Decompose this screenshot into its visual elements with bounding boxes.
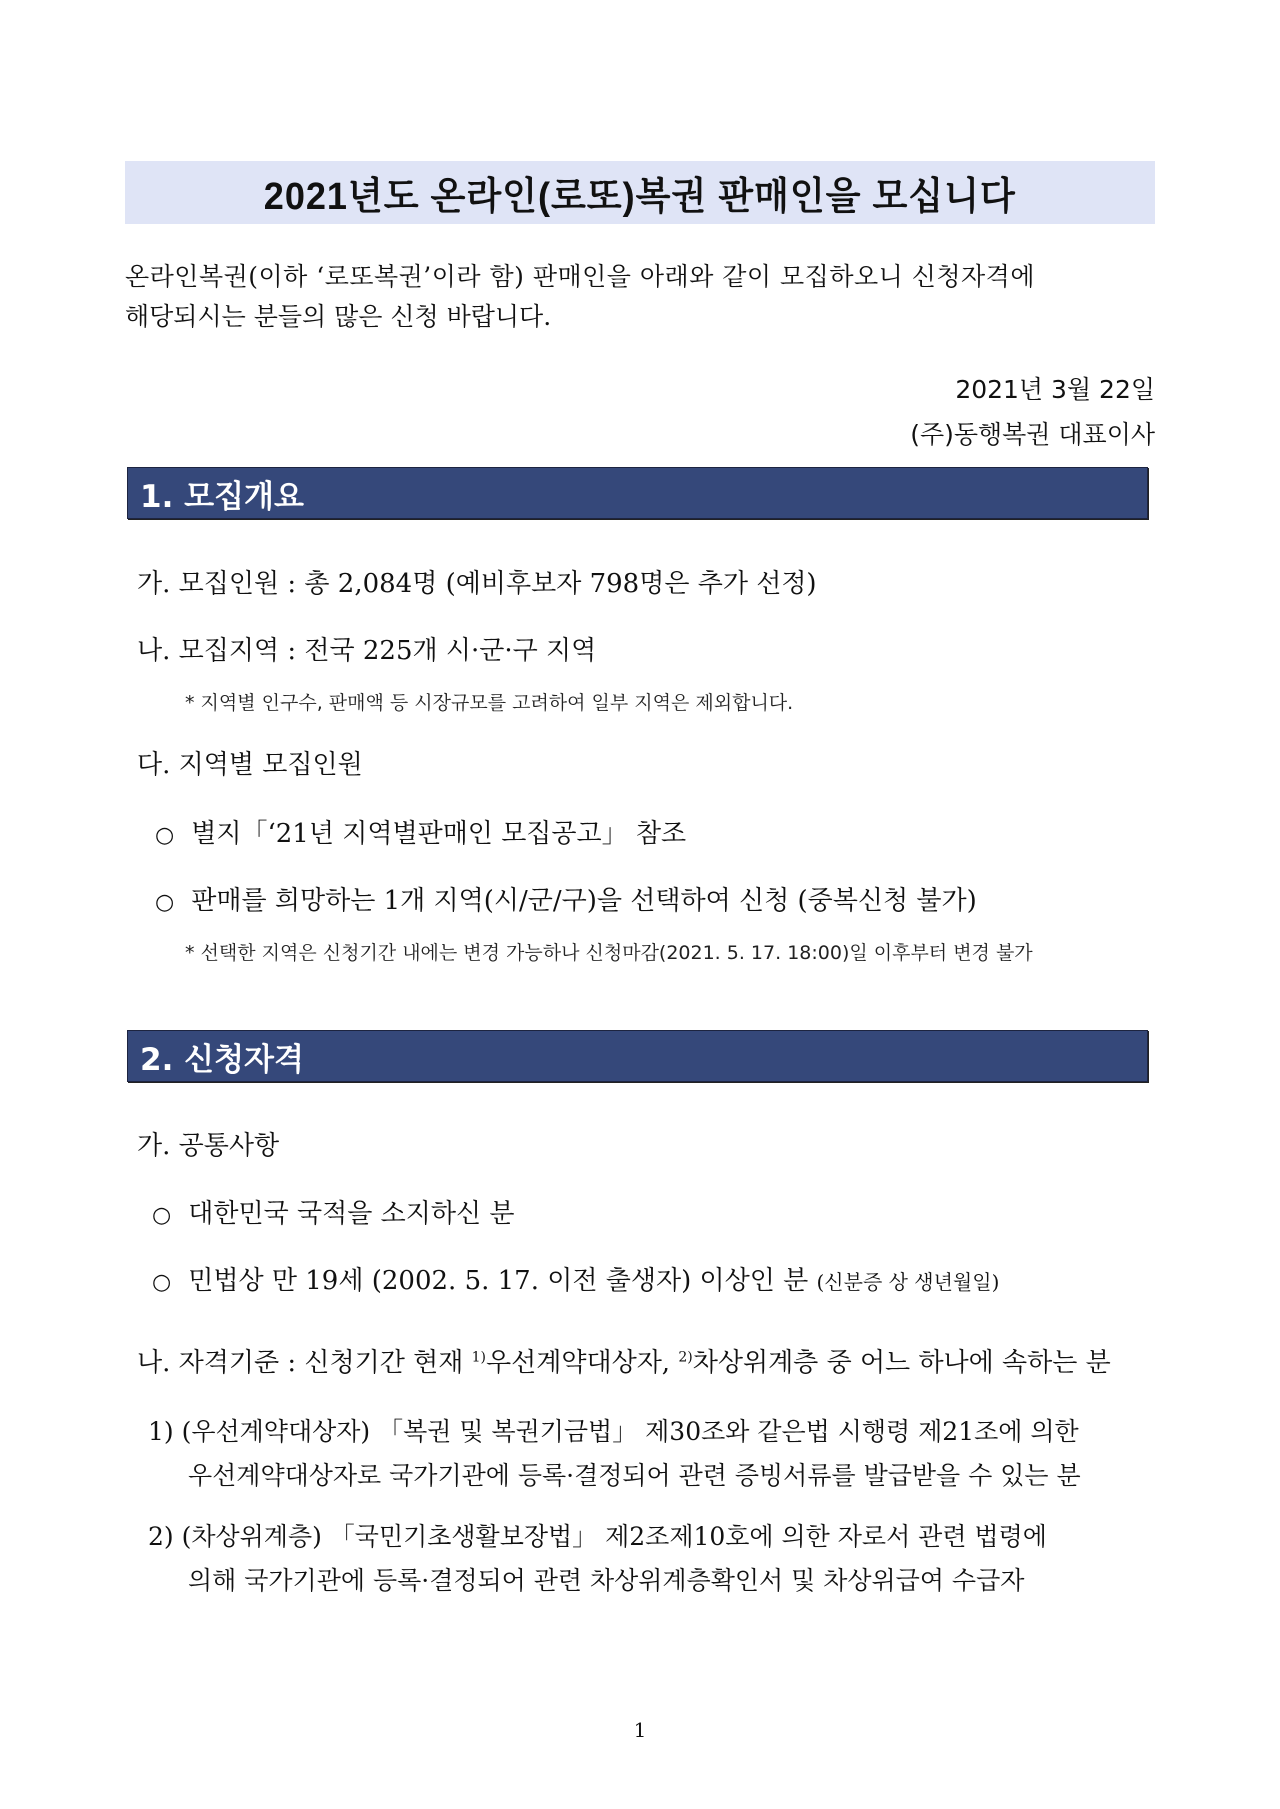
s1-region-note: * 지역별 인구수, 판매액 등 시장규모를 고려하여 일부 지역은 제외합니다. xyxy=(185,692,794,714)
bullet-circle-icon: ○ xyxy=(152,1203,172,1228)
intro-line-2: 해당되시는 분들의 많은 신청 바랍니다. xyxy=(125,302,552,331)
intro-paragraph xyxy=(125,257,1155,337)
section-2-title: 2. 신청자격 xyxy=(140,1041,304,1078)
intro-line-1: 온라인복권(이하 ‘로또복권’이라 함) 판매인을 아래와 같이 모집하오니 신청자격에 xyxy=(125,262,1035,291)
bullet-circle-icon: ○ xyxy=(155,890,175,915)
s1-bullet-2: ○ 판매를 희망하는 1개 지역(시/군/구)을 선택하여 신청 (중복신청 불가) xyxy=(155,886,977,916)
section-1-title: 1. 모집개요 xyxy=(140,478,304,515)
s1-bullet-1: ○ 별지「‘21년 지역별판매인 모집공고」 참조 xyxy=(155,819,687,849)
document-title-box xyxy=(125,161,1155,224)
s2-common-requirements: 가. 공통사항 xyxy=(137,1131,280,1161)
bullet-circle-icon: ○ xyxy=(152,1270,172,1295)
section-2-header xyxy=(127,1030,1148,1082)
s2-criteria-heading: 나. 자격기준 : 신청기간 현재 $^{1)}$우선계약대상자, $^{2)}$차상위계층 중 어느 하나에 속하는 분 xyxy=(137,1348,1111,1378)
s1-recruit-count: 가. 모집인원 : 총 2,084명 (예비후보자 798명은 추가 선정) xyxy=(137,569,817,599)
s2-criteria-1: 1) (우선계약대상자) 「복권 및 복권기금법」 제30조와 같은법 시행령 제21조에 의한 우선계약대상자로 국가기관에 등록·결정되어 관련 증빙서류를 발급받을 수 있는 분 xyxy=(148,1417,1081,1490)
s2-bullet-1: ○ 대한민국 국적을 소지하신 분 xyxy=(152,1199,515,1229)
bullet-circle-icon: ○ xyxy=(155,823,175,848)
s1-bullet-2-note: * 선택한 지역은 신청기간 내에는 변경 가능하나 신청마감(2021. 5. 17. 18:00)일 이후부터 변경 불가 xyxy=(185,942,1033,964)
s2-criteria-2: 2) (차상위계층) 「국민기초생활보장법」 제2조제10호에 의한 자로서 관련 법령에 의해 국가기관에 등록·결정되어 관련 차상위계층확인서 및 차상위급여 수급자 xyxy=(148,1522,1047,1595)
s1-recruit-region: 나. 모집지역 : 전국 225개 시·군·구 지역 xyxy=(137,636,597,666)
notice-date: 2021년 3월 22일 xyxy=(955,375,1155,404)
notice-issuer: (주)동행복권 대표이사 xyxy=(910,420,1155,449)
document-title: 2021년도 온라인(로또)복권 판매인을 모십니다 xyxy=(264,176,1016,218)
s1-regional-recruit: 다. 지역별 모집인원 xyxy=(137,750,363,780)
s2-bullet-2: ○ 민법상 만 19세 (2002. 5. 17. 이전 출생자) 이상인 분 (신분증 상 생년월일) xyxy=(152,1266,1000,1296)
page-number: 1 xyxy=(633,1718,647,1742)
section-1-header xyxy=(127,467,1148,519)
